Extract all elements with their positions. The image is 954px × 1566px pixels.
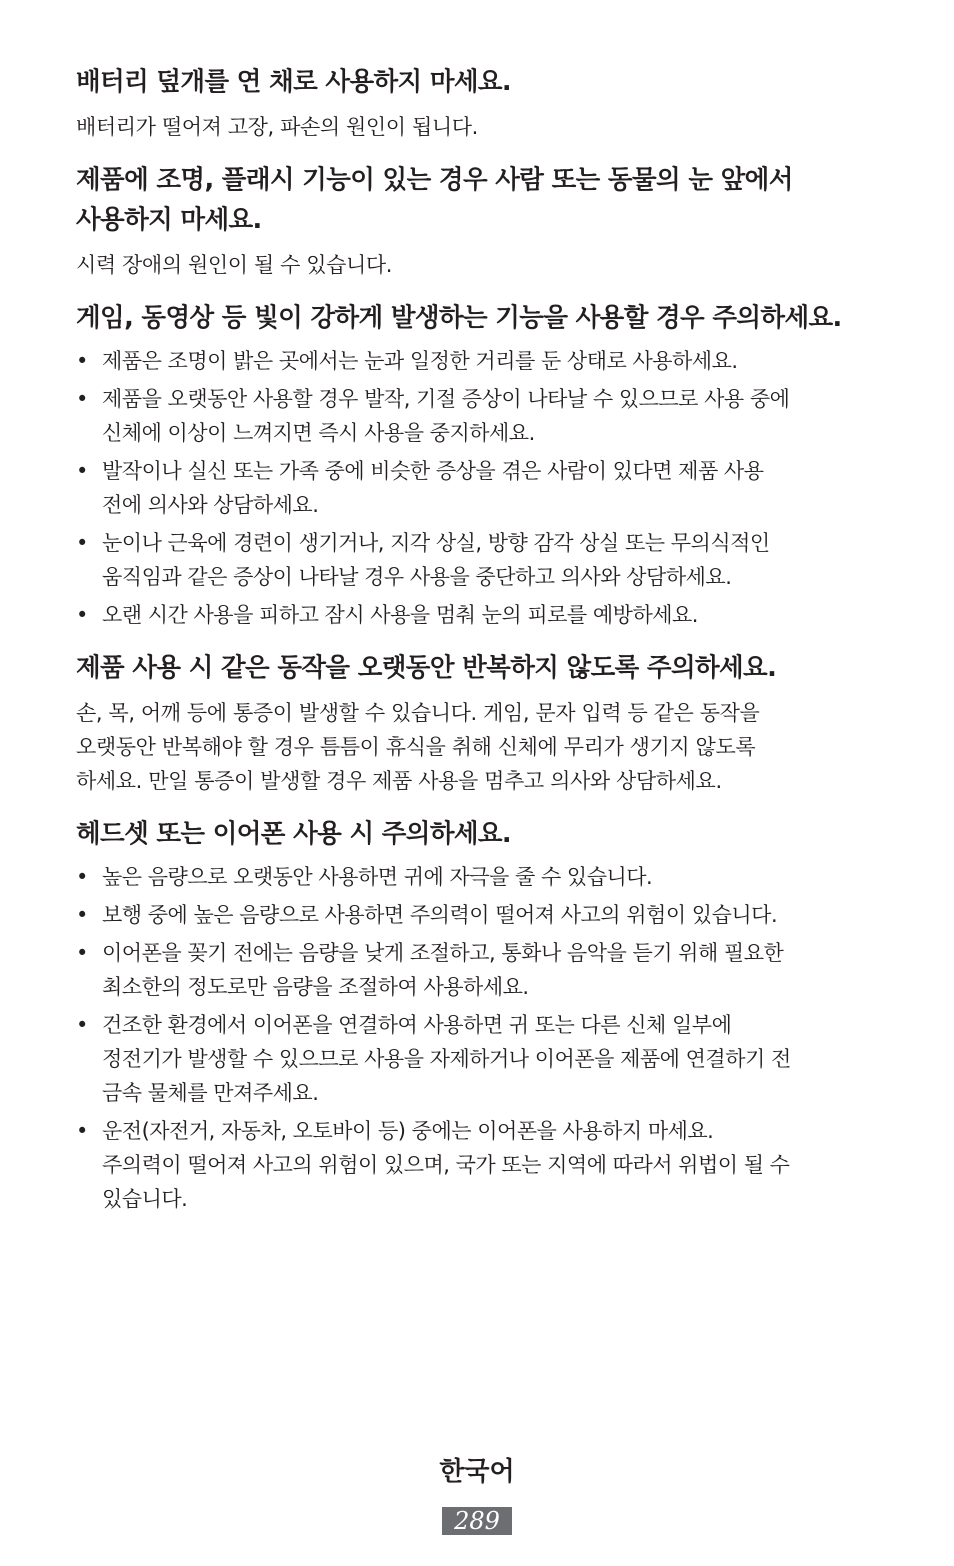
bullet-icon: •: [76, 865, 88, 889]
list-item: [76, 344, 876, 378]
list-item-text: 오랜 시간 사용을 피하고 잠시 사용을 멈춰 눈의 피로를 예방하세요.: [102, 603, 698, 627]
list-item: [76, 1114, 876, 1216]
list-item-text: 움직임과 같은 증상이 나타날 경우 사용을 중단하고 의사와 상담하세요.: [102, 565, 732, 589]
list-item: [76, 860, 876, 894]
section-heading: 게임, 동영상 등 빛이 강하게 발생하는 기능을 사용할 경우 주의하세요.: [76, 303, 842, 333]
list-item-text: 눈이나 근육에 경련이 생기거나, 지각 상실, 방향 감각 상실 또는 무의식적인: [102, 531, 770, 555]
section-heading: 제품 사용 시 같은 동작을 오랫동안 반복하지 않도록 주의하세요.: [76, 653, 777, 683]
section-flash-light: [76, 160, 876, 282]
list-item: [76, 898, 876, 932]
section-heading: 헤드셋 또는 이어폰 사용 시 주의하세요.: [76, 819, 512, 849]
list-item-text: 제품을 오랫동안 사용할 경우 발작, 기절 증상이 나타날 수 있으므로 사용 중에: [102, 387, 790, 411]
list-item-text: 최소한의 정도로만 음량을 조절하여 사용하세요.: [102, 975, 529, 999]
list-item-text: 신체에 이상이 느껴지면 즉시 사용을 중지하세요.: [102, 421, 535, 445]
page-number-badge: 289: [442, 1507, 512, 1535]
bullet-icon: •: [76, 603, 88, 627]
bullet-icon: •: [76, 1119, 88, 1143]
list-item: [76, 1008, 876, 1110]
heading-line: 제품에 조명, 플래시 기능이 있는 경우 사람 또는 동물의 눈 앞에서: [76, 165, 793, 195]
body-line: 손, 목, 어깨 등에 통증이 발생할 수 있습니다. 게임, 문자 입력 등 같은 동작을: [76, 701, 760, 725]
list-item: [76, 936, 876, 1004]
section-body: 시력 장애의 원인이 될 수 있습니다.: [76, 253, 393, 277]
page-content: [76, 62, 876, 1232]
bullet-icon: •: [76, 459, 88, 483]
list-item: [76, 382, 876, 450]
section-heading: [76, 160, 876, 240]
list-item: [76, 454, 876, 522]
list-item-text: 제품은 조명이 밝은 곳에서는 눈과 일정한 거리를 둔 상태로 사용하세요.: [102, 349, 738, 373]
section-headset: [76, 814, 876, 1216]
list-item-text: 있습니다.: [102, 1187, 188, 1211]
list-item-text: 건조한 환경에서 이어폰을 연결하여 사용하면 귀 또는 다른 신체 일부에: [102, 1013, 732, 1037]
heading-line: 사용하지 마세요.: [76, 205, 262, 235]
bullet-icon: •: [76, 941, 88, 965]
list-item-text: 이어폰을 꽂기 전에는 음량을 낮게 조절하고, 통화나 음악을 듣기 위해 필요한: [102, 941, 784, 965]
list-item-text: 보행 중에 높은 음량으로 사용하면 주의력이 떨어져 사고의 위험이 있습니다.: [102, 903, 778, 927]
bullet-list: [76, 860, 876, 1216]
list-item-text: 전에 의사와 상담하세요.: [102, 493, 319, 517]
bullet-icon: •: [76, 387, 88, 411]
section-strong-light: [76, 298, 876, 632]
bullet-icon: •: [76, 1013, 88, 1037]
list-item: [76, 598, 876, 632]
footer-language-label: 한국어: [439, 1457, 515, 1487]
bullet-icon: •: [76, 531, 88, 555]
section-repetitive-motion: [76, 648, 876, 798]
section-body: [76, 696, 876, 798]
bullet-icon: •: [76, 903, 88, 927]
list-item-text: 정전기가 발생할 수 있으므로 사용을 자제하거나 이어폰을 제품에 연결하기 전: [102, 1047, 791, 1071]
bullet-list: [76, 344, 876, 632]
list-item-text: 주의력이 떨어져 사고의 위험이 있으며, 국가 또는 지역에 따라서 위법이 될 수: [102, 1153, 790, 1177]
list-item-text: 높은 음량으로 오랫동안 사용하면 귀에 자극을 줄 수 있습니다.: [102, 865, 653, 889]
list-item-text: 운전(자전거, 자동차, 오토바이 등) 중에는 이어폰을 사용하지 마세요.: [102, 1119, 714, 1143]
bullet-icon: •: [76, 349, 88, 373]
list-item-text: 발작이나 실신 또는 가족 중에 비슷한 증상을 겪은 사람이 있다면 제품 사용: [102, 459, 764, 483]
section-battery-cover: [76, 62, 876, 144]
list-item-text: 금속 물체를 만져주세요.: [102, 1081, 319, 1105]
section-heading: 배터리 덮개를 연 채로 사용하지 마세요.: [76, 67, 512, 97]
body-line: 하세요. 만일 통증이 발생할 경우 제품 사용을 멈추고 의사와 상담하세요.: [76, 769, 722, 793]
list-item: [76, 526, 876, 594]
section-body: 배터리가 떨어져 고장, 파손의 원인이 됩니다.: [76, 115, 478, 139]
body-line: 오랫동안 반복해야 할 경우 틈틈이 휴식을 취해 신체에 무리가 생기지 않도록: [76, 735, 756, 759]
